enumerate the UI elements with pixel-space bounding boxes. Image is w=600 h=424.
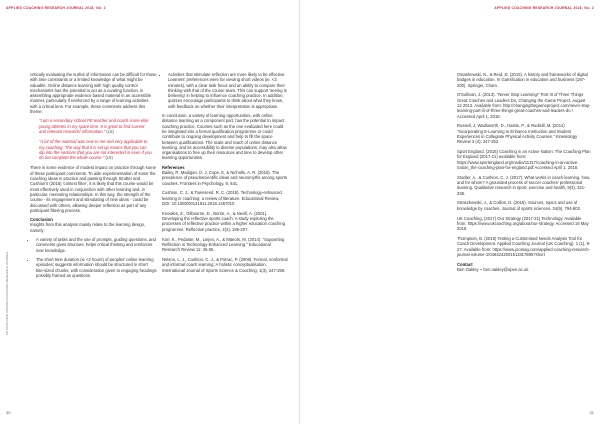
reference-entry: Russell, J, Wadsworth, D., Hastie, P., & Rudisill, M. (2014) "Incorporating E-Learning to Enhance Instruction and Student Experiences in Collegiate Physical Activity Courses." Kinesiology Review 3 (4): 247-252.: [457, 123, 578, 145]
reference-entry: Straszkowski, J., & Collins, D. (2016). Sources, topics and use of knowledge by coaches. Journal of sports sciences, 34(9), 794-802.: [457, 200, 582, 211]
reference-entry: Kori, K., Pedaste, M., Leijen, A., & Mäeots, M. (2014). "Supporting Reflection in Technology-Enhanced Learning." Educational Research Review 11: 45-55.: [162, 236, 285, 253]
reference-entry: Ostashewski, N., & Reid, D. (2015). A history and frameworks of digital badges in education. In Gamification in education and business (187-200). Springer, Cham.: [457, 72, 588, 88]
contact-heading: Contact: [457, 261, 473, 267]
reference-entry: Stodter, A., & Cushion, C. J. (2017). What works in coach learning, how, and for whom? A grounded process of soccer coaches' professional learning. Qualitative research in sport, exercise and health, 9(3), 321-338.: [457, 174, 591, 196]
impact-paragraph: There is some evidence of modest impact on practice through some of these participant comments. To aide experimentation of some the coaching ideas in practice and passing through Stodter and Cushion's (2016) 'context filter', it is likely that this course would be most effectively used in conjunction with other learning and, in particular, mentoring relationships. In this way, the strength of the course - its engagement and stimulating of new ideas - could be discussed with others, allowing deeper reflection as part of any participant filtering process.: [30, 165, 156, 213]
conclusion-heading: Conclusion: [30, 217, 53, 223]
running-header-right: APPLIED COACHING RESEARCH JOURNAL 2018, Vol. 2: [494, 6, 594, 10]
left-page-column-2: [162, 72, 289, 277]
conclusion-bullet-list: [30, 237, 157, 278]
references-heading: References: [162, 164, 185, 170]
quote-1-source: (L8): [106, 128, 114, 134]
participant-quote-2: [39, 139, 152, 160]
conclusion-bullet: • Activities that stimulate reflection are more likely to be effective. Learners' preferences were for viewing short videos (ie. <3 minutes), with a clear task focus and an ability to compare their thinking with that of the course team. This can support 'seeing is believing' in helping to influence coaching practice. In addition, quizzes encourage participants to think about what they know, with feedback on whether their interpretation is appropriate.: [168, 72, 289, 109]
conclusion-bullet: • The short time duration (ie <2 hours) of peoples' online learning episodes; suggests information should be structured in short bite-sized chunks, with consideration given to engaging headings possibly framed as questions.: [36, 257, 157, 278]
conclusion-body: Insights from this analysis mainly relate to the learning design, namely:: [30, 222, 146, 233]
reference-entry: Thompson, B. (2018) Testing a Customised Needs Analysis Tool for Coach Development. Applied Coaching Journal (UK Coaching). 1 (1), 9-27. Available from: https://www.joomag.com/applied-coaching-research-journal-volume-1/0484242001511817895?short: [457, 235, 591, 257]
page-number-right: 31: [589, 410, 594, 415]
reference-entry: Bailey, R, Madigan, D. J, Cope, E, & Nicholls, A. R. (2018). The prevalence of pseudoscientific ideas and neuromyths among sports coaches. Frontiers in Psychology, 9, 641.: [162, 170, 287, 186]
contact-email[interactable]: Ben Oakley ~ ben.oakley@open.ac.uk: [457, 266, 529, 272]
running-header-left: APPLIED COACHING RESEARCH JOURNAL 2018, Vol. 2: [6, 6, 106, 10]
reference-entry: UK Coaching, (2017) Our Strategy (2017-21) Technology. Available from: https://www.ukcoaching.org/about/our-strategy. Accessed 18 May 2018.: [457, 215, 589, 232]
quote-1-text: "I am a secondary school PE teacher and coach some elite young athletes in my spare time. It is great to find current and relevant research/ information.": [39, 118, 149, 134]
reference-entry: Knowles, Z., Gilbourne, D., Borrie, A., & Nevill, A. (2001). Developing the reflective sports coach: A study exploring the processes of reflective practice within a higher education coaching programme. Reflective practice, 2(2), 185-207.: [162, 210, 285, 232]
conclusion-bullet-list-cont: [162, 72, 289, 109]
sidebar-vertical-text: UK COACHING APPLIED COACHING RESEARCH JOURNAL: [5, 251, 9, 335]
left-page-column-1: [30, 72, 157, 282]
reference-entry: Nelson, L. J., Cushion, C. J., & Potrac, P. (2006). Formal, nonformal and informal coach learning: A holistic conceptualisation. International Journal of Sports Science & Coaching, 1(3), 247-259.: [162, 256, 288, 273]
conclusion-bullet: • A variety of tasks and the use of prompts, guiding questions, and comments gives structure, helps critical thinking and reinforces new knowledge.: [36, 237, 157, 253]
right-page-column: [457, 72, 591, 276]
quote-2-source: (L9): [105, 155, 113, 161]
reference-entry: Sport England. (2016) Coaching in an Active Nation: The Coaching Plan for England (2017-21) available from: https://www.sportengland.org/media/11317/coaching-in-an-active-nation_the-coaching-plan-for-england.pdf Accessed April 1, 2018.: [457, 149, 591, 170]
participant-quote-1: [39, 118, 152, 134]
reference-entry: Cushion, C. J., & Townsend, R. C. (2018). Technology-enhanced learning in coaching: a review of literature. Educational Review, DOI: 10.1080/00131911.2018.1457010: [162, 190, 282, 207]
quote-2-text: "A lot of the material was new to me and very applicable to my coaching. The way that it is set up means that you can dip into the sections that you are not interested in even if you do not complete the whole course.": [39, 139, 152, 161]
reference-entry: O'Sullivan, J. (2013). "Never Stop Learning!" Part III of Three Things Great Coaches and Leaders Do, Changing the Game Project. August 12 2013. Available from: http://changingthegameproject.com/never-stop-learning-part-iii-of-three-things-great-coaches-and-leaders-do / Accessed April 1, 2018.: [457, 92, 591, 119]
final-paragraph: In conclusion, a variety of learning opportunities, with online distance learning as a component part, has the potential to impact coaching practice. Courses such as the one evaluated here could be integrated into a formal qualification programme or could contribute to ongoing development and help to fill the space between qualifications. The scale and reach of online distance learning, and its accessibility to diverse populations, may also allow organisations to free up their resources and time to develop other learning opportunities.: [162, 113, 287, 161]
page-number-left: 30: [6, 410, 11, 415]
intro-paragraph: critically evaluating the surfeit of information can be difficult for those with time constraints or a limited knowledge of what might be valuable. Online distance learning with high quality control mechanisms has the potential to act as a curating function, in assembling appropriate evidence based material in an accessible manner, particularly if reinforced by a range of learning activities with a critical lens. For example, these comments address this theme:: [30, 72, 157, 115]
page-gutter: [299, 0, 300, 424]
